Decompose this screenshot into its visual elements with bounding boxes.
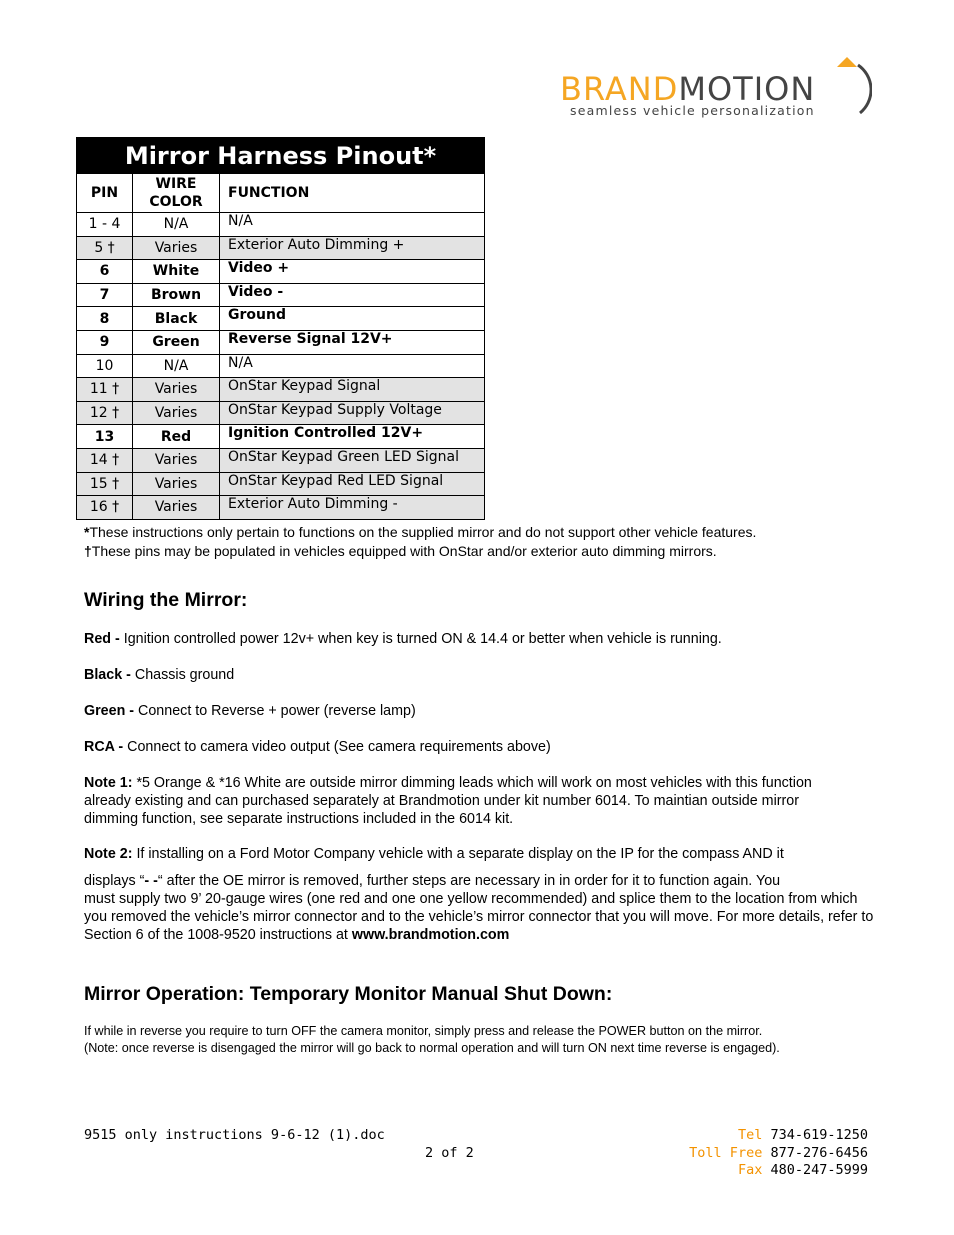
note2-rest: must supply two 9’ 20-gauge wires (one red and one one yellow recommended) and splice them to the location from which you removed the vehicle’s mirror connector and to the vehicle’s mirror connector that you will move. For more details, refer to Section 6 of the 1008-9520 instructions at xyxy=(84,891,874,943)
pin-cell: 9 xyxy=(77,330,133,354)
table-row xyxy=(77,236,485,260)
function-cell: Exterior Auto Dimming + xyxy=(220,236,485,260)
pin-cell: 15 † xyxy=(77,472,133,496)
pin-cell: 10 xyxy=(77,354,133,378)
function-cell: Reverse Signal 12V+ xyxy=(220,330,485,354)
black-text: Chassis ground xyxy=(130,667,235,683)
logo-wordmark xyxy=(560,70,816,108)
footer-fax xyxy=(738,1162,868,1179)
black-label: Black - xyxy=(84,667,131,683)
table-row xyxy=(77,496,485,520)
tollfree-label: Toll Free xyxy=(689,1145,763,1161)
note1-text: *5 Orange & *16 White are outside mirror dimming leads which will work on most vehicles with this function already existing and can purchased separately at Brandmotion under kit number 6014. To maintian outside mirror dimming function, see separate instructions included in the 6014 kit. xyxy=(84,775,812,827)
note2-after: “ after the OE mirror is removed, further steps are necessary in in order for it to function again. You xyxy=(157,873,781,889)
green-text: Connect to Reverse + power (reverse lamp) xyxy=(134,703,416,719)
wiring-note2 xyxy=(84,845,874,863)
tel-number: 734-619-1250 xyxy=(762,1127,868,1143)
dagger-mark: † xyxy=(84,543,92,559)
wire-color-cell: N/A xyxy=(133,354,220,378)
red-label: Red - xyxy=(84,631,120,647)
wiring-green xyxy=(84,702,864,720)
table-row xyxy=(77,425,485,449)
pin-cell: 11 † xyxy=(77,378,133,402)
header-function: FUNCTION xyxy=(220,174,485,213)
wiring-rca xyxy=(84,738,864,756)
footer-tel xyxy=(738,1127,868,1144)
logo-brand-text: BRAND xyxy=(560,70,679,108)
function-cell: OnStar Keypad Red LED Signal xyxy=(220,472,485,496)
pin-cell: 6 xyxy=(77,260,133,284)
function-cell: N/A xyxy=(220,354,485,378)
pin-cell: 8 xyxy=(77,307,133,331)
wiring-black xyxy=(84,666,864,684)
wiring-heading: Wiring the Mirror: xyxy=(84,589,248,611)
wire-color-cell: Green xyxy=(133,330,220,354)
table-row xyxy=(77,354,485,378)
pin-cell: 16 † xyxy=(77,496,133,520)
tel-label: Tel xyxy=(737,1127,763,1143)
header-wire-line1: WIRE xyxy=(155,176,197,192)
table-row xyxy=(77,472,485,496)
header-wire-color xyxy=(133,174,220,213)
logo-tagline: seamless vehicle personalization xyxy=(570,103,815,118)
note1-label: Note 1: xyxy=(84,775,133,791)
function-cell: Ignition Controlled 12V+ xyxy=(220,425,485,449)
wire-color-cell: Brown xyxy=(133,283,220,307)
tollfree-number: 877-276-6456 xyxy=(762,1145,868,1161)
wiring-note1 xyxy=(84,774,844,828)
logo-motion-text: MOTION xyxy=(678,70,816,108)
table-row xyxy=(77,283,485,307)
brandmotion-logo xyxy=(560,55,872,125)
brandmotion-link[interactable]: www.brandmotion.com xyxy=(351,927,510,943)
note2-label: Note 2: xyxy=(84,846,133,862)
operation-line1: If while in reverse you require to turn OFF the camera monitor, simply press and release the POWER button on the mirror. xyxy=(84,1024,763,1038)
rca-label: RCA - xyxy=(84,739,124,755)
function-cell: OnStar Keypad Green LED Signal xyxy=(220,448,485,472)
table-row xyxy=(77,401,485,425)
footer-tollfree xyxy=(689,1145,868,1162)
wire-color-cell: Varies xyxy=(133,496,220,520)
red-text: Ignition controlled power 12v+ when key is turned ON & 14.4 or better when vehicle is running. xyxy=(119,631,722,647)
wire-color-cell: Black xyxy=(133,307,220,331)
pin-cell: 5 † xyxy=(77,236,133,260)
table-title: Mirror Harness Pinout* xyxy=(77,138,485,174)
table-row xyxy=(77,378,485,402)
pin-cell: 13 xyxy=(77,425,133,449)
pin-cell: 1 - 4 xyxy=(77,213,133,237)
table-row xyxy=(77,213,485,237)
footer-page-number: 2 of 2 xyxy=(425,1145,474,1161)
function-cell: N/A xyxy=(220,213,485,237)
function-cell: Video - xyxy=(220,283,485,307)
table-row xyxy=(77,307,485,331)
pin-cell: 7 xyxy=(77,283,133,307)
note2-displays: displays “ xyxy=(84,873,145,889)
footer-filename: 9515 only instructions 9-6-12 (1).doc xyxy=(84,1127,385,1143)
dagger-note xyxy=(84,542,717,560)
operation-heading: Mirror Operation: Temporary Monitor Manual Shut Down: xyxy=(84,983,613,1005)
header-pin: PIN xyxy=(77,174,133,213)
wire-color-cell: White xyxy=(133,260,220,284)
rca-text: Connect to camera video output (See camera requirements above) xyxy=(123,739,551,755)
table-row xyxy=(77,260,485,284)
asterisk-note xyxy=(84,523,756,541)
fax-label: Fax xyxy=(737,1162,763,1178)
pinout-table xyxy=(76,137,485,520)
function-cell: OnStar Keypad Signal xyxy=(220,378,485,402)
wire-color-cell: N/A xyxy=(133,213,220,237)
wire-color-cell: Varies xyxy=(133,472,220,496)
operation-line2: (Note: once reverse is disengaged the mirror will go back to normal operation and will turn ON next time reverse is engaged). xyxy=(84,1041,780,1055)
function-cell: Video + xyxy=(220,260,485,284)
table-row xyxy=(77,448,485,472)
function-cell: OnStar Keypad Supply Voltage xyxy=(220,401,485,425)
wire-color-cell: Varies xyxy=(133,448,220,472)
asterisk-note-text: These instructions only pertain to functions on the supplied mirror and do not support other vehicle features. xyxy=(89,524,757,540)
green-label: Green - xyxy=(84,703,135,719)
wiring-note2-cont xyxy=(84,872,874,944)
wire-color-cell: Varies xyxy=(133,378,220,402)
header-wire-line2: COLOR xyxy=(149,194,203,210)
note2-dashes: - - xyxy=(144,873,158,889)
dagger-note-text: These pins may be populated in vehicles equipped with OnStar and/or exterior auto dimming mirrors. xyxy=(91,543,717,559)
fax-number: 480-247-5999 xyxy=(762,1162,868,1178)
wire-color-cell: Varies xyxy=(133,236,220,260)
note2-line1: If installing on a Ford Motor Company vehicle with a separate display on the IP for the compass AND it xyxy=(132,846,784,862)
wire-color-cell: Varies xyxy=(133,401,220,425)
wiring-red xyxy=(84,630,864,648)
pinout-rows xyxy=(77,213,485,520)
table-header-row xyxy=(77,174,485,213)
function-cell: Ground xyxy=(220,307,485,331)
pin-cell: 14 † xyxy=(77,448,133,472)
function-cell: Exterior Auto Dimming - xyxy=(220,496,485,520)
pin-cell: 12 † xyxy=(77,401,133,425)
wire-color-cell: Red xyxy=(133,425,220,449)
table-row xyxy=(77,330,485,354)
asterisk-mark: * xyxy=(84,524,90,540)
